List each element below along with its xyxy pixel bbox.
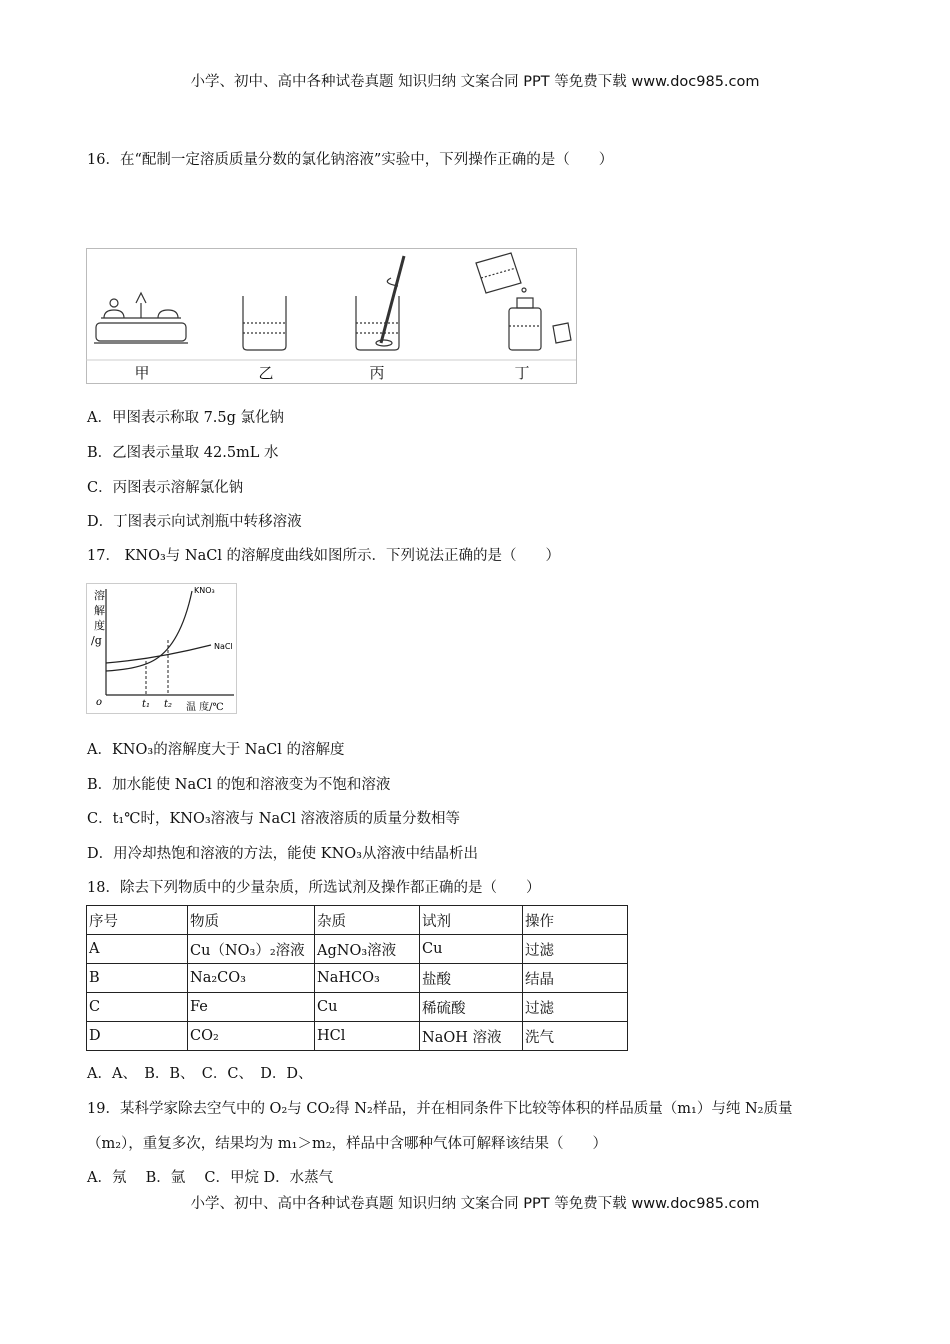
table-row (87, 935, 628, 964)
q19-stem-line1: 19．某科学家除去空气中的 O₂与 CO₂得 N₂样品，并在相同条件下比较等体积的样品质量（m₁）与纯 N₂质量 (87, 1101, 793, 1117)
header-cell: 序号 (87, 906, 188, 935)
q17-option-d: D．用冷却热饱和溶液的方法，能使 KNO₃从溶液中结晶析出 (87, 846, 478, 862)
cell: 结晶 (523, 964, 628, 993)
cell: Cu (315, 993, 420, 1022)
table-header-row (87, 906, 628, 935)
q17-stem: 17． KNO₃与 NaCl 的溶解度曲线如图所示．下列说法正确的是（ ） (87, 548, 561, 564)
x-label: 温 度/℃ (186, 702, 224, 713)
q16-option-a: A．甲图表示称取 7.5g 氯化钠 (87, 410, 285, 426)
pouring-icon (476, 253, 571, 350)
q19-options: A．氖 B．氩 C．甲烷 D．水蒸气 (87, 1170, 334, 1186)
cell: Na₂CO₃ (188, 964, 315, 993)
q19-stem-line2: （m₂），重复多次，结果均为 m₁＞m₂，样品中含哪种气体可解释该结果（ ） (87, 1136, 608, 1152)
q17-option-a: A．KNO₃的溶解度大于 NaCl 的溶解度 (87, 742, 345, 758)
kno3-curve (106, 591, 192, 671)
header-cell: 操作 (523, 906, 628, 935)
q18-stem: 18．除去下列物质中的少量杂质，所选试剂及操作都正确的是（ ） (87, 880, 541, 896)
cell: Fe (188, 993, 315, 1022)
nacl-label: NaCl (214, 642, 233, 651)
table-row (87, 993, 628, 1022)
cell: 稀硫酸 (420, 993, 523, 1022)
q16-option-c: C．丙图表示溶解氯化钠 (87, 480, 244, 496)
cell: D (87, 1022, 188, 1051)
q16-option-b: B．乙图表示量取 42.5mL 水 (87, 445, 279, 461)
header-cell: 试剂 (420, 906, 523, 935)
q17-option-c: C．t₁℃时，KNO₃溶液与 NaCl 溶液溶质的质量分数相等 (87, 811, 460, 827)
cell: A (87, 935, 188, 964)
y-label-1: 溶 (94, 589, 105, 602)
q16-apparatus-figure (86, 248, 578, 386)
table-row (87, 1022, 628, 1051)
q18-table (86, 905, 628, 1051)
cell: CO₂ (188, 1022, 315, 1051)
page-header: 小学、初中、高中各种试卷真题 知识归纳 文案合同 PPT 等免费下载 www.doc985.com (190, 74, 760, 90)
page-footer: 小学、初中、高中各种试卷真题 知识归纳 文案合同 PPT 等免费下载 www.doc985.com (190, 1196, 760, 1212)
cell: C (87, 993, 188, 1022)
q16-stem: 16．在“配制一定溶质质量分数的氯化钠溶液”实验中，下列操作正确的是（ ） (87, 152, 614, 168)
cell: AgNO₃溶液 (315, 935, 420, 964)
label-bing: 丙 (369, 364, 385, 382)
table-row (87, 964, 628, 993)
header-cell: 杂质 (315, 906, 420, 935)
cell: 过滤 (523, 935, 628, 964)
origin-label: o (96, 697, 103, 708)
y-label-3: 度 (94, 619, 105, 632)
cell: 盐酸 (420, 964, 523, 993)
q18-answer-options: A．A、 B．B、 C．C、 D．D、 (87, 1066, 313, 1082)
cell: Cu（NO₃）₂溶液 (188, 935, 315, 964)
solubility-chart (86, 583, 238, 715)
label-jia: 甲 (134, 364, 150, 382)
y-label-4: /g (91, 634, 102, 647)
balance-icon (94, 293, 188, 343)
nacl-curve (106, 645, 211, 663)
q17-option-b: B．加水能使 NaCl 的饱和溶液变为不饱和溶液 (87, 777, 391, 793)
label-yi: 乙 (258, 364, 274, 382)
cell: NaOH 溶液 (420, 1022, 523, 1051)
kno3-label: KNO₃ (194, 586, 215, 595)
q16-option-d: D．丁图表示向试剂瓶中转移溶液 (87, 514, 302, 530)
header-cell: 物质 (188, 906, 315, 935)
cell: Cu (420, 935, 523, 964)
t2-label: t₂ (164, 699, 173, 710)
cell: NaHCO₃ (315, 964, 420, 993)
cell: B (87, 964, 188, 993)
stirring-beaker-icon (356, 256, 404, 350)
t1-label: t₁ (142, 699, 151, 710)
y-label-2: 解 (94, 604, 105, 617)
beaker-icon (243, 296, 286, 350)
cell: 过滤 (523, 993, 628, 1022)
cell: HCl (315, 1022, 420, 1051)
cell: 洗气 (523, 1022, 628, 1051)
label-ding: 丁 (514, 364, 530, 382)
